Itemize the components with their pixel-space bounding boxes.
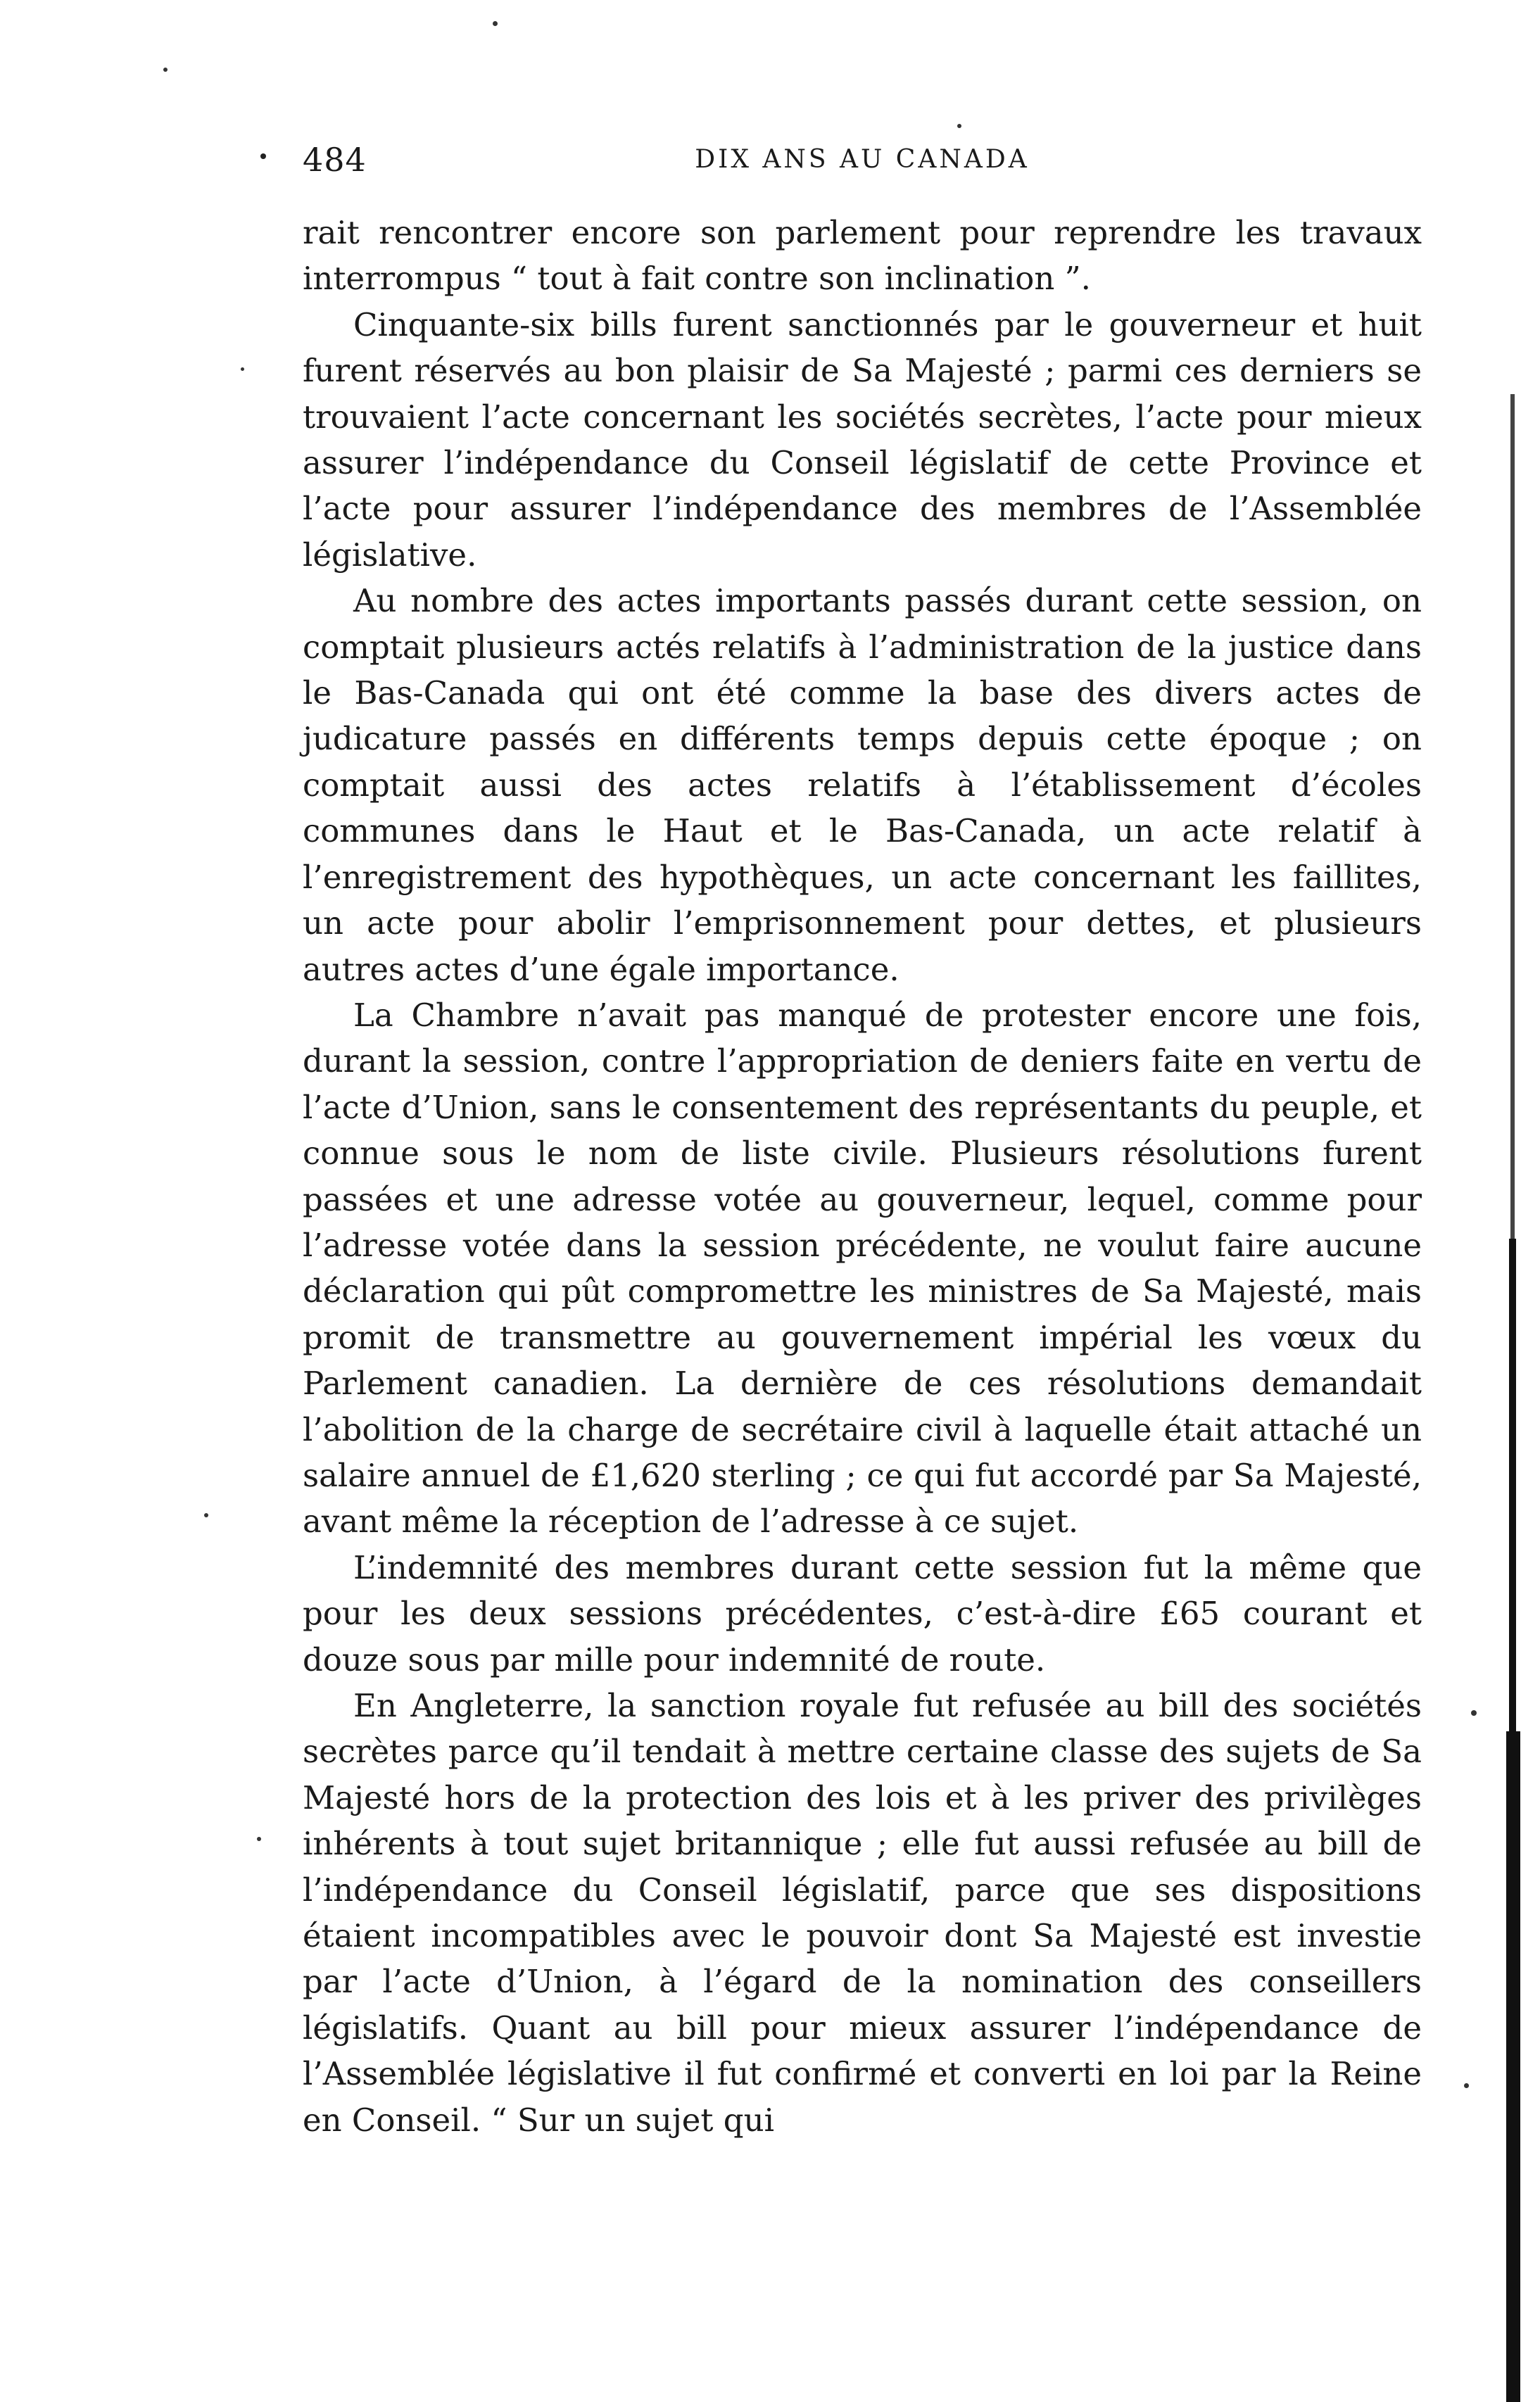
- scan-speck: [493, 21, 498, 26]
- paragraph-civil-list: La Chambre n’avait pas manqué de protester encore une fois, durant la session, contre l’appropriation de deniers faite en vertu de l’acte d’Union, sans le consentement des représentants du peuple, et connue sous le nom de liste civile. Plusieurs résolutions furent passées et une adresse votée au gouverneur, lequel, comme pour l’adresse votée dans la session précédente, ne voulut faire aucune déclaration qui pût compromettre les ministres de Sa Majesté, mais promit de transmettre au gouvernement impérial les vœux du Parlement canadien. La dernière de ces résolutions demandait l’abolition de la charge de secrétaire civil à laquelle était attaché un salaire annuel de £1,620 sterling ; ce qui fut accordé par Sa Majesté, avant même la réception de l’adresse à ce sujet.: [303, 996, 1422, 1541]
- page-number: 484: [303, 141, 367, 179]
- scan-edge-shadow: [1510, 394, 1515, 1239]
- scan-speck: [241, 367, 244, 371]
- paragraph-england-sanction: En Angleterre, la sanction royale fut refusée au bill des sociétés secrètes parce qu’il tendait à mettre certaine classe des sujets de Sa Majesté hors de la protection des lois et à les priver des privilèges inhérents à tout sujet britannique ; elle fut aussi refusée au bill de l’indépendance du Conseil législatif, parce que ses dispositions étaient incompatibles avec le pouvoir dont Sa Majesté est investie par l’acte d’Union, à l’égard de la nomination des conseillers législatifs. Quant au bill pour mieux assurer l’indépendance de l’Assemblée législative il fut confirmé et converti en loi par la Reine en Conseil. “ Sur un sujet qui: [303, 1687, 1422, 2139]
- running-title: DIX ANS AU CANADA: [695, 145, 1030, 174]
- scan-speck: [1471, 1710, 1477, 1716]
- paragraph-continuation: rait rencontrer encore son parlement pour reprendre les travaux interrompus “ tout à fait contre son inclination ”.: [303, 214, 1422, 298]
- paragraph-important-acts: Au nombre des actes importants passés durant cette session, on comptait plusieurs actés relatifs à l’administration de la justice dans le Bas-Canada qui ont été comme la base des divers actes de judicature passés en différents temps depuis cette époque ; on comptait aussi des actes relatifs à l’établissement d’écoles communes dans le Haut et le Bas-Canada, un acte relatif à l’enregistrement des hypothèques, un acte concernant les faillites, un acte pour abolir l’emprisonnement pour dettes, et plusieurs autres actes d’une égale importance.: [303, 582, 1422, 988]
- scan-speck: [957, 124, 961, 128]
- scan-speck: [257, 1837, 261, 1841]
- header-speck: [260, 153, 266, 159]
- paragraph-bills-sanctioned: Cinquante-six bills furent sanctionnés par le gouverneur et huit furent réservés au bon plaisir de Sa Majesté ; parmi ces derniers se trouvaient l’acte concernant les sociétés secrètes, l’acte pour mieux assurer l’indépendance du Conseil législatif de cette Province et l’acte pour assurer l’indépendance des membres de l’Assemblée législative.: [303, 305, 1422, 574]
- scan-speck: [163, 68, 168, 72]
- scan-speck: [1464, 2083, 1469, 2088]
- paragraph-indemnity: L’indemnité des membres durant cette session fut la même que pour les deux sessions précédentes, c’est-à-dire £65 courant et douze sous par mille pour indemnité de route.: [303, 1548, 1422, 1679]
- scan-speck: [204, 1513, 208, 1517]
- page-header: [303, 141, 1422, 183]
- scan-edge-shadow: [1506, 1731, 1520, 2402]
- body-text: [303, 210, 1422, 2143]
- scan-edge-shadow: [1509, 1239, 1516, 1731]
